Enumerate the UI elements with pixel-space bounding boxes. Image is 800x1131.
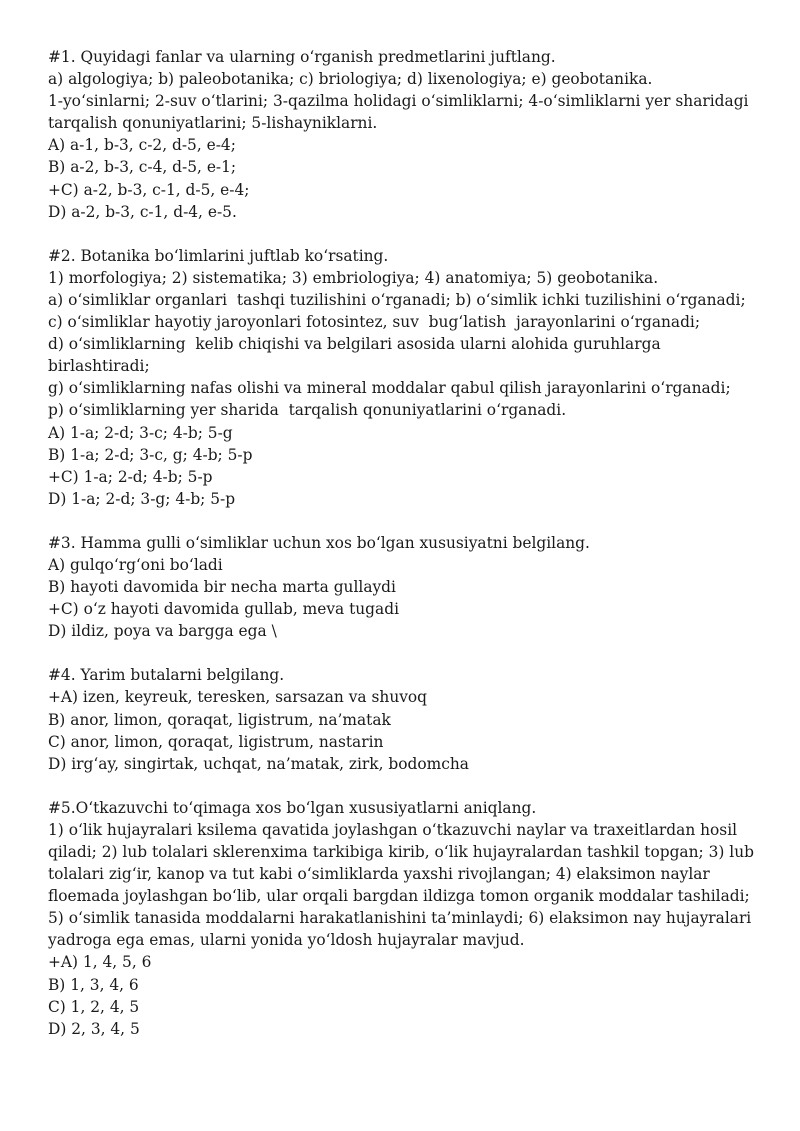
answer-option: B) a-2, b-3, c-4, d-5, e-1; xyxy=(48,158,237,177)
question-title: #5.O‘tkazuvchi to‘qimaga xos bo‘lgan xususiyatlarni aniqlang. xyxy=(48,798,537,817)
question-1 xyxy=(48,46,760,223)
question-title: #2. Botanika bo‘limlarini juftlab ko‘rsating. xyxy=(48,246,389,265)
question-text: g) o‘simliklarning nafas olishi va mineral moddalar qabul qilish jarayonlarini o‘rganadi; xyxy=(48,379,731,398)
question-text: yadroga ega emas, ularni yonida yo‘ldosh hujayralar mavjud. xyxy=(48,931,525,950)
question-text: 5) o‘simlik tanasida moddalarni harakatlanishini ta’minlaydi; 6) elaksimon nay hujayralari xyxy=(48,909,752,928)
answer-option: A) gulqo‘rg‘oni bo‘ladi xyxy=(48,555,223,574)
answer-option: C) anor, limon, qoraqat, ligistrum, nastarin xyxy=(48,732,384,751)
question-text: 1) morfologiya; 2) sistematika; 3) embriologiya; 4) anatomiya; 5) geobotanika. xyxy=(48,268,659,287)
answer-option-correct: +C) o‘z hayoti davomida gullab, meva tugadi xyxy=(48,600,399,619)
question-4 xyxy=(48,664,760,774)
document-page xyxy=(48,46,760,1062)
answer-option: B) hayoti davomida bir necha marta gullaydi xyxy=(48,578,396,597)
question-3 xyxy=(48,532,760,642)
answer-option: B) 1, 3, 4, 6 xyxy=(48,975,139,994)
question-text: 1) o‘lik hujayralari ksilema qavatida joylashgan o‘tkazuvchi naylar va traxeitlardan hosil xyxy=(48,820,738,839)
answer-option-correct: +A) 1, 4, 5, 6 xyxy=(48,953,152,972)
question-text: a) o‘simliklar organlari tashqi tuzilishini o‘rganadi; b) o‘simlik ichki tuzilishini o‘rganadi; xyxy=(48,290,746,309)
question-text: qiladi; 2) lub tolalari sklerenxima tarkibiga kirib, o‘lik hujayralardan tashkil topgan; 3) lub xyxy=(48,843,754,861)
question-text: floemada joylashgan bo‘lib, ular orqali bargdan ildizga tomon organik moddalar tashiladi; xyxy=(48,887,750,906)
question-text: d) o‘simliklarning kelib chiqishi va belgilari asosida ularni alohida guruhlarga xyxy=(48,335,661,354)
question-text: tolalari zig‘ir, kanop va tut kabi o‘simliklarda yaxshi rivojlangan; 4) elaksimon naylar xyxy=(48,865,710,884)
answer-option: A) 1-a; 2-d; 3-c; 4-b; 5-g xyxy=(48,423,233,442)
question-5 xyxy=(48,797,760,1040)
answer-option: A) a-1, b-3, c-2, d-5, e-4; xyxy=(48,136,236,155)
answer-option: D) 1-a; 2-d; 3-g; 4-b; 5-p xyxy=(48,489,236,508)
question-text: c) o‘simliklar hayotiy jaroyonlari fotosintez, suv bug‘latish jarayonlarini o‘rganadi; xyxy=(48,313,701,332)
answer-option: D) ildiz, poya va bargga ega \ xyxy=(48,622,277,641)
question-text: tarqalish qonuniyatlarini; 5-lishayniklarni. xyxy=(48,114,378,133)
question-title: #3. Hamma gulli o‘simliklar uchun xos bo‘lgan xususiyatni belgilang. xyxy=(48,533,590,552)
question-text: p) o‘simliklarning yer sharida tarqalish qonuniyatlarini o‘rganadi. xyxy=(48,401,567,420)
question-text: 1-yo‘sinlarni; 2-suv o‘tlarini; 3-qazilma holidagi o‘simliklarni; 4-o‘simliklarni yer sharidagi xyxy=(48,92,749,111)
question-text: birlashtiradi; xyxy=(48,357,150,376)
answer-option: B) anor, limon, qoraqat, ligistrum, na’matak xyxy=(48,710,391,729)
answer-option: D) irg‘ay, singirtak, uchqat, na’matak, zirk, bodomcha xyxy=(48,754,469,773)
answer-option-correct: +C) a-2, b-3, c-1, d-5, e-4; xyxy=(48,180,250,199)
answer-option-correct: +C) 1-a; 2-d; 4-b; 5-p xyxy=(48,467,213,486)
answer-option: D) a-2, b-3, c-1, d-4, e-5. xyxy=(48,202,237,221)
answer-option: D) 2, 3, 4, 5 xyxy=(48,1019,140,1038)
question-title: #1. Quyidagi fanlar va ularning o‘rganish predmetlarini juftlang. xyxy=(48,48,556,66)
question-title: #4. Yarim butalarni belgilang. xyxy=(48,666,285,685)
answer-option: C) 1, 2, 4, 5 xyxy=(48,997,140,1016)
answer-option: B) 1-a; 2-d; 3-c, g; 4-b; 5-p xyxy=(48,445,253,464)
answer-option-correct: +A) izen, keyreuk, teresken, sarsazan va shuvoq xyxy=(48,688,428,707)
question-2 xyxy=(48,245,760,510)
question-text: a) algologiya; b) paleobotanika; c) briologiya; d) lixenologiya; e) geobotanika. xyxy=(48,70,653,89)
